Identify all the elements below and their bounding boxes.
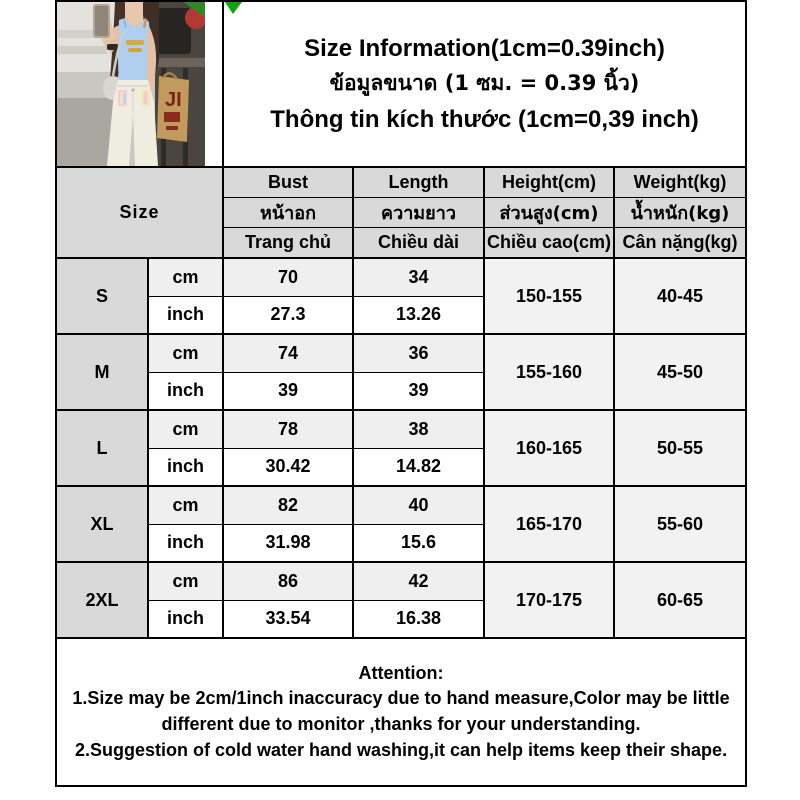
weight-range-value: 55-60 [614, 486, 746, 562]
height-range-value: 170-175 [484, 562, 614, 638]
product-photo [57, 2, 205, 166]
title-english: Size Information(1cm=0.39inch) [304, 35, 665, 63]
col-bust-en: Bust [223, 167, 353, 197]
bust-cm-value: 78 [223, 410, 353, 448]
weight-range-value: 40-45 [614, 258, 746, 334]
attention-note-2: 2.Suggestion of cold water hand washing,it can help items keep their shape. [74, 739, 728, 760]
col-weight-en: Weight(kg) [614, 167, 746, 197]
unit-inch-label: inch [148, 372, 223, 410]
unit-cm-label: cm [148, 334, 223, 372]
height-range-value: 160-165 [484, 410, 614, 486]
unit-inch-label: inch [148, 524, 223, 562]
size-header: Size [56, 167, 223, 258]
weight-range-value: 45-50 [614, 334, 746, 410]
attention-heading: Attention: [358, 662, 444, 683]
length-inch-value: 39 [353, 372, 484, 410]
unit-inch-label: inch [148, 296, 223, 334]
unit-inch-label: inch [148, 600, 223, 638]
length-inch-value: 16.38 [353, 600, 484, 638]
bust-inch-value: 27.3 [223, 296, 353, 334]
length-cm-value: 40 [353, 486, 484, 524]
bust-inch-value: 33.54 [223, 600, 353, 638]
bust-cm-value: 70 [223, 258, 353, 296]
length-inch-value: 15.6 [353, 524, 484, 562]
title-vietnamese: Thông tin kích thước (1cm=0,39 inch) [270, 105, 699, 133]
size-label-2xl: 2XL [56, 562, 148, 638]
bag-logo-text: JI [165, 89, 182, 111]
size-label-l: L [56, 410, 148, 486]
title-cell [223, 1, 746, 167]
title-thai: ข้อมูลขนาด (1 ซม. = 0.39 นิ้ว) [329, 71, 640, 96]
col-bust-vi: Trang chủ [223, 227, 353, 258]
weight-range-value: 50-55 [614, 410, 746, 486]
col-length-vi: Chiều dài [353, 227, 484, 258]
size-label-s: S [56, 258, 148, 334]
height-range-value: 150-155 [484, 258, 614, 334]
bust-inch-value: 30.42 [223, 448, 353, 486]
bust-cm-value: 74 [223, 334, 353, 372]
size-label-m: M [56, 334, 148, 410]
weight-range-value: 60-65 [614, 562, 746, 638]
length-cm-value: 34 [353, 258, 484, 296]
length-inch-value: 14.82 [353, 448, 484, 486]
bust-cm-value: 86 [223, 562, 353, 600]
length-inch-value: 13.26 [353, 296, 484, 334]
size-table [55, 0, 747, 787]
product-photo-cell [56, 1, 223, 167]
col-height-th: ส่วนสูง(cm) [484, 197, 614, 227]
col-length-th: ความยาว [353, 197, 484, 227]
unit-cm-label: cm [148, 258, 223, 296]
attention-note [56, 638, 746, 786]
col-height-vi: Chiều cao(cm) [484, 227, 614, 258]
height-range-value: 155-160 [484, 334, 614, 410]
length-cm-value: 38 [353, 410, 484, 448]
col-height-en: Height(cm) [484, 167, 614, 197]
size-label-xl: XL [56, 486, 148, 562]
unit-cm-label: cm [148, 410, 223, 448]
length-cm-value: 36 [353, 334, 484, 372]
height-range-value: 165-170 [484, 486, 614, 562]
length-cm-value: 42 [353, 562, 484, 600]
col-bust-th: หน้าอก [223, 197, 353, 227]
corner-flag-icon [225, 2, 242, 14]
bust-inch-value: 31.98 [223, 524, 353, 562]
col-weight-vi: Cân nặng(kg) [614, 227, 746, 258]
col-weight-th: น้ำหนัก(kg) [614, 197, 746, 227]
bust-cm-value: 82 [223, 486, 353, 524]
attention-note-1: 1.Size may be 2cm/1inch inaccuracy due to hand measure,Color may be little different due to monitor ,thanks for your understanding. [72, 688, 730, 734]
unit-cm-label: cm [148, 486, 223, 524]
bust-inch-value: 39 [223, 372, 353, 410]
size-chart-sheet [55, 0, 745, 787]
unit-cm-label: cm [148, 562, 223, 600]
unit-inch-label: inch [148, 448, 223, 486]
col-length-en: Length [353, 167, 484, 197]
